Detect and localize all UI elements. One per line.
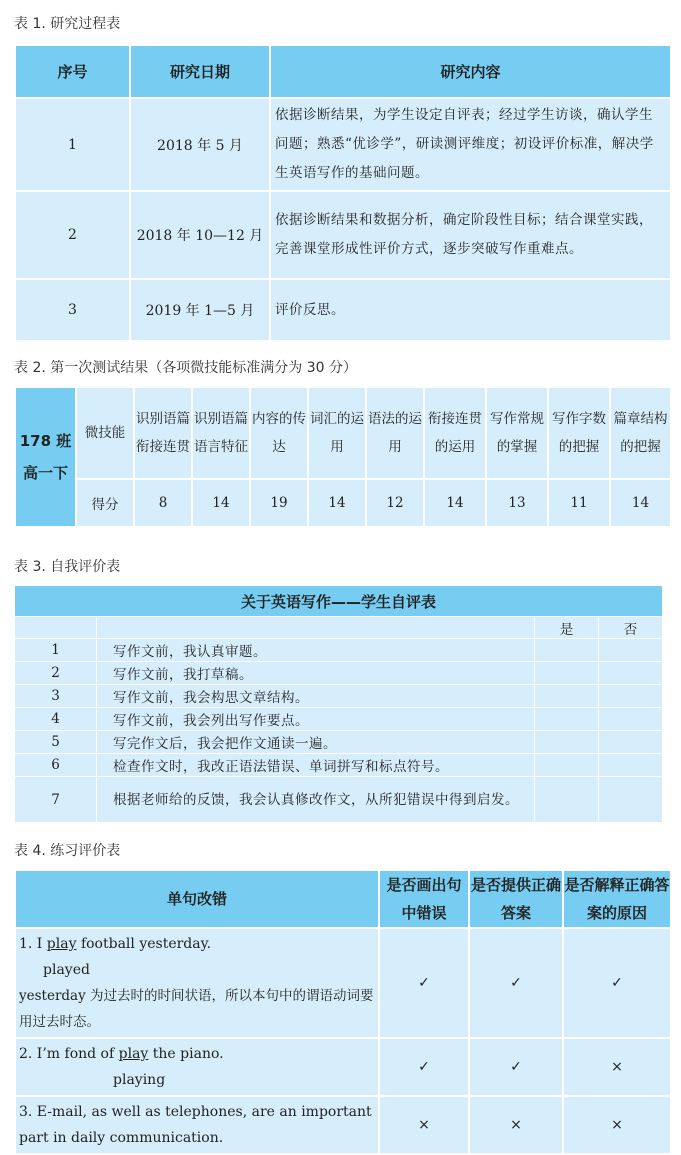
score-4: 14	[308, 479, 366, 527]
blank-cell	[15, 617, 97, 639]
yes-cell	[535, 708, 599, 731]
sentence-text: football yesterday.	[76, 936, 212, 952]
exercise-3	[15, 1096, 379, 1154]
item-number: 7	[15, 777, 97, 823]
header-number: 序号	[15, 45, 130, 98]
header-date: 研究日期	[130, 45, 270, 98]
sentence-text: 2. I’m fond of	[19, 1046, 119, 1062]
row3-number: 3	[15, 279, 130, 341]
skill-6: 衔接连贯的运用	[424, 387, 486, 479]
yes-cell	[535, 731, 599, 754]
research-process-table	[14, 44, 672, 342]
mark: ✓	[469, 928, 563, 1038]
item-number: 1	[15, 639, 97, 662]
row2-date: 2018 年 10—12 月	[130, 191, 270, 279]
mark: ✓	[469, 1038, 563, 1096]
table4-caption: 表 4. 练习评价表	[14, 843, 121, 859]
no-cell	[599, 639, 663, 662]
no-cell	[599, 685, 663, 708]
score-1: 8	[134, 479, 192, 527]
table3-caption: 表 3. 自我评价表	[14, 559, 121, 575]
mark: ✓	[563, 928, 671, 1038]
skill-3: 内容的传达	[250, 387, 308, 479]
item-text: 写作文前，我会构思文章结构。	[97, 685, 535, 708]
blank-cell	[97, 617, 535, 639]
skill-8: 写作字数的把握	[548, 387, 610, 479]
mark: ✓	[379, 1038, 469, 1096]
score-5: 12	[366, 479, 424, 527]
yes-cell	[535, 662, 599, 685]
row1-date: 2018 年 5 月	[130, 98, 270, 191]
skill-9: 篇章结构的把握	[610, 387, 671, 479]
error-word: play	[46, 936, 77, 952]
mark: ×	[469, 1096, 563, 1154]
yes-cell	[535, 777, 599, 823]
item-number: 6	[15, 754, 97, 777]
skill-2: 识别语篇语言特征	[192, 387, 250, 479]
header-content: 研究内容	[270, 45, 671, 98]
no-header: 否	[599, 617, 663, 639]
header-item: 单句改错	[15, 870, 379, 928]
mark: ✓	[379, 928, 469, 1038]
row2-number: 2	[15, 191, 130, 279]
sentence-text: 1. I	[19, 936, 47, 952]
item-text: 根据老师给的反馈，我会认真修改作文，从所犯错误中得到启发。	[97, 777, 535, 823]
yes-cell	[535, 754, 599, 777]
item-number: 3	[15, 685, 97, 708]
item-number: 4	[15, 708, 97, 731]
table2-caption: 表 2. 第一次测试结果（各项微技能标准满分为 30 分）	[14, 360, 357, 376]
no-cell	[599, 662, 663, 685]
score-2: 14	[192, 479, 250, 527]
exercise-1	[15, 928, 379, 1038]
header-explained: 是否解释正确答案的原因	[563, 870, 671, 928]
row2-content: 依据诊断结果和数据分析，确定阶段性目标；结合课堂实践，完善课堂形成性评价方式，逐步突破写作重难点。	[270, 191, 671, 279]
skill-7: 写作常规的掌握	[486, 387, 548, 479]
item-number: 2	[15, 662, 97, 685]
item-text: 写作文前，我会列出写作要点。	[97, 708, 535, 731]
exercise-2	[15, 1038, 379, 1096]
skill-5: 语法的运用	[366, 387, 424, 479]
score-9: 14	[610, 479, 671, 527]
skill-4: 词汇的运用	[308, 387, 366, 479]
score-3: 19	[250, 479, 308, 527]
row3-content: 评价反思。	[270, 279, 671, 341]
item-text: 写作文前，我打草稿。	[97, 662, 535, 685]
skill-1: 识别语篇衔接连贯	[134, 387, 192, 479]
score-6: 14	[424, 479, 486, 527]
sentence-text: the piano.	[148, 1046, 224, 1062]
header-marked-error: 是否画出句中错误	[379, 870, 469, 928]
correction: playing	[113, 1072, 166, 1088]
error-word: play	[118, 1046, 149, 1062]
self-evaluation-table	[14, 585, 663, 823]
no-cell	[599, 754, 663, 777]
practice-evaluation-table	[14, 869, 672, 1155]
no-cell	[599, 777, 663, 823]
class-label	[15, 387, 76, 527]
header-gave-answer: 是否提供正确答案	[469, 870, 563, 928]
correction: played	[43, 962, 90, 978]
item-text: 检查作文时，我改正语法错误、单词拼写和标点符号。	[97, 754, 535, 777]
yes-cell	[535, 685, 599, 708]
score-row-label: 得分	[76, 479, 134, 527]
table1-caption: 表 1. 研究过程表	[14, 16, 121, 32]
score-8: 11	[548, 479, 610, 527]
class-name: 178 班	[19, 432, 72, 450]
mark: ×	[563, 1096, 671, 1154]
no-cell	[599, 731, 663, 754]
no-cell	[599, 708, 663, 731]
skill-row-label: 微技能	[76, 387, 134, 479]
row3-date: 2019 年 1—5 月	[130, 279, 270, 341]
sentence-text: 3. E-mail, as well as telephones, are an important part in daily communication.	[19, 1104, 372, 1146]
mark: ×	[379, 1096, 469, 1154]
mark: ×	[563, 1038, 671, 1096]
item-text: 写完作文后，我会把作文通读一遍。	[97, 731, 535, 754]
explanation: yesterday 为过去时的时间状语，所以本句中的谓语动词要用过去时态。	[19, 988, 374, 1030]
row1-number: 1	[15, 98, 130, 191]
self-eval-title: 关于英语写作——学生自评表	[15, 586, 663, 617]
item-number: 5	[15, 731, 97, 754]
score-7: 13	[486, 479, 548, 527]
test-results-table	[14, 386, 672, 528]
class-grade: 高一下	[22, 464, 68, 482]
yes-header: 是	[535, 617, 599, 639]
item-text: 写作文前，我认真审题。	[97, 639, 535, 662]
yes-cell	[535, 639, 599, 662]
row1-content: 依据诊断结果，为学生设定自评表；经过学生访谈，确认学生问题；熟悉“优诊学”，研读测评维度；初设评价标准，解决学生英语写作的基础问题。	[270, 98, 671, 191]
